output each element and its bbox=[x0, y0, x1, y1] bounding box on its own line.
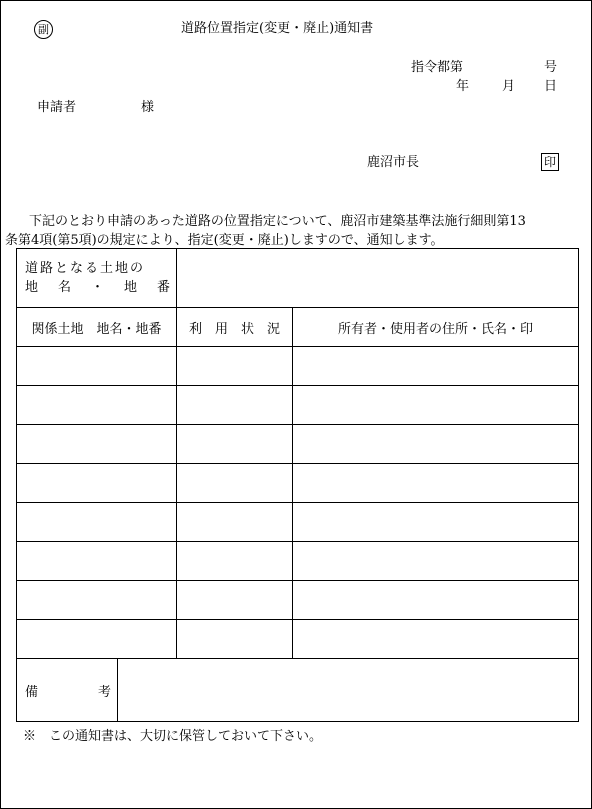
cell-owner[interactable] bbox=[293, 425, 579, 464]
cell-usage[interactable] bbox=[177, 620, 293, 659]
issuer-name: 鹿沼市長 bbox=[367, 155, 420, 170]
road-land-char: 番 bbox=[157, 280, 171, 295]
order-number-suffix: 号 bbox=[543, 60, 557, 75]
table-row bbox=[17, 620, 579, 659]
cell-related-land[interactable] bbox=[17, 425, 177, 464]
remarks-value[interactable] bbox=[118, 659, 579, 722]
cell-owner[interactable] bbox=[293, 542, 579, 581]
table-row bbox=[17, 581, 579, 620]
table-row bbox=[17, 425, 579, 464]
date-month: 月 bbox=[502, 79, 516, 94]
cell-usage[interactable] bbox=[177, 542, 293, 581]
table-row bbox=[17, 347, 579, 386]
footnote: ※ この通知書は、大切に保管しておいて下さい。 bbox=[23, 729, 323, 744]
cell-owner[interactable] bbox=[293, 464, 579, 503]
table-row bbox=[17, 503, 579, 542]
copy-mark: 副 bbox=[34, 20, 53, 39]
road-land-char: 地 bbox=[25, 280, 39, 295]
road-land-label bbox=[17, 249, 177, 308]
cell-usage[interactable] bbox=[177, 581, 293, 620]
honorific: 様 bbox=[141, 100, 155, 115]
cell-usage[interactable] bbox=[177, 503, 293, 542]
road-land-char: ・ bbox=[91, 280, 105, 295]
land-table bbox=[16, 248, 579, 722]
table-row bbox=[17, 542, 579, 581]
applicant-line bbox=[37, 100, 155, 116]
cell-related-land[interactable] bbox=[17, 581, 177, 620]
notice-body bbox=[5, 212, 587, 250]
cell-related-land[interactable] bbox=[17, 620, 177, 659]
cell-owner[interactable] bbox=[293, 581, 579, 620]
document-title: 道路位置指定(変更・廃止)通知書 bbox=[181, 21, 374, 36]
cell-related-land[interactable] bbox=[17, 542, 177, 581]
cell-related-land[interactable] bbox=[17, 503, 177, 542]
cell-owner[interactable] bbox=[293, 503, 579, 542]
road-land-label-line1: 道路となる土地の bbox=[25, 261, 146, 276]
road-land-char: 地 bbox=[124, 280, 138, 295]
cell-owner[interactable] bbox=[293, 347, 579, 386]
header-related-land: 関係土地 地名・地番 bbox=[17, 308, 177, 347]
cell-usage[interactable] bbox=[177, 347, 293, 386]
road-land-label-line2 bbox=[25, 278, 176, 297]
date-day: 日 bbox=[544, 79, 558, 94]
remarks-char: 備 bbox=[25, 684, 39, 700]
order-number-prefix: 指令都第 bbox=[411, 60, 464, 75]
applicant-label: 申請者 bbox=[37, 100, 77, 115]
seal-box: 印 bbox=[541, 153, 559, 171]
table-row bbox=[17, 386, 579, 425]
cell-usage[interactable] bbox=[177, 425, 293, 464]
body-line-2: 条第4項(第5項)の規定により、指定(変更・廃止)しますので、通知します。 bbox=[5, 233, 444, 248]
cell-usage[interactable] bbox=[177, 386, 293, 425]
road-land-value[interactable] bbox=[177, 249, 579, 308]
table-row bbox=[17, 464, 579, 503]
cell-owner[interactable] bbox=[293, 386, 579, 425]
cell-owner[interactable] bbox=[293, 620, 579, 659]
remarks-char: 考 bbox=[97, 684, 111, 700]
date-year: 年 bbox=[456, 79, 470, 94]
cell-usage[interactable] bbox=[177, 464, 293, 503]
header-owner: 所有者・使用者の住所・氏名・印 bbox=[293, 308, 579, 347]
remarks-label bbox=[17, 659, 118, 722]
cell-related-land[interactable] bbox=[17, 464, 177, 503]
cell-related-land[interactable] bbox=[17, 386, 177, 425]
cell-related-land[interactable] bbox=[17, 347, 177, 386]
header-usage: 利 用 状 況 bbox=[177, 308, 293, 347]
body-line-1: 下記のとおり申請のあった道路の位置指定について、鹿沼市建築基準法施行細則第13 bbox=[29, 214, 526, 229]
road-land-char: 名 bbox=[58, 280, 72, 295]
